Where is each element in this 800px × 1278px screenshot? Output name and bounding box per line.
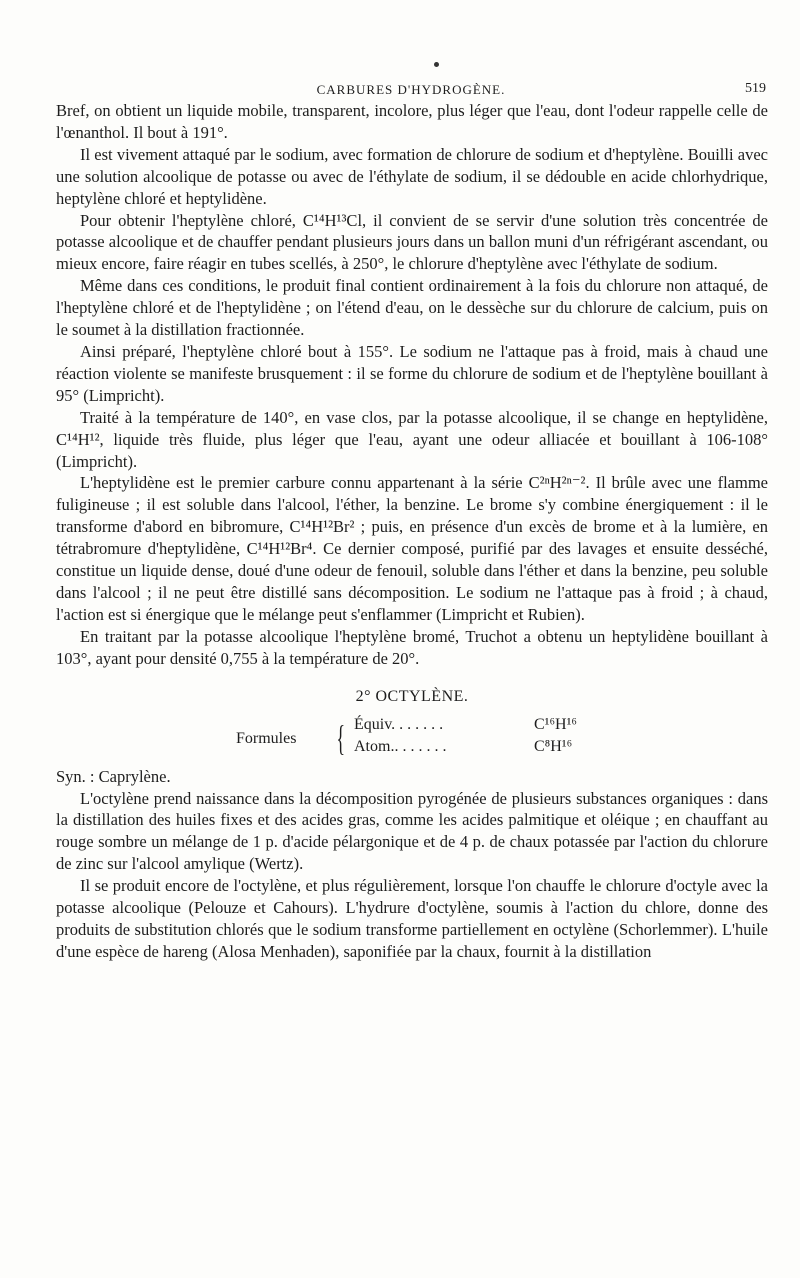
paragraph: Il est vivement attaqué par le sodium, avec formation de chlorure de sodium et d'heptylène. Bouilli avec une solution alcoolique de potasse ou avec de l'éthylate de sodium, il se dédouble en acide chlorhydrique, heptylène chloré et heptylidène. (56, 144, 768, 208)
formulas-label: Formules (236, 729, 297, 747)
paragraph: Ainsi préparé, l'heptylène chloré bout à 155°. Le sodium ne l'attaque pas à froid, mais à chaud une réaction violente se manifeste brusquement : il se forme du chlorure de sodium et de l'heptylène bouillant à 95° (Limpricht). (56, 341, 768, 405)
paragraph: Bref, on obtient un liquide mobile, transparent, incolore, plus léger que l'eau, dont l'odeur rappelle celle de l'œnanthol. Il bout à 191°. (56, 101, 768, 142)
formulas-block (236, 716, 768, 764)
paragraph: En traitant par la potasse alcoolique l'heptylène bromé, Truchot a obtenu un heptylidène bouillant à 103°, ayant pour densité 0,755 à la température de 20°. (56, 626, 768, 668)
paragraph: Pour obtenir l'heptylène chloré, C¹⁴H¹³Cl, il convient de se servir d'une solution très concentrée de potasse alcoolique et de chauffer pendant plusieurs jours dans un ballon muni d'un réfrigérant ascendant, ou mieux encore, faire réagir en tubes scellés, à 250°, le chlorure d'heptylène avec l'éthylate de sodium. (56, 210, 768, 274)
formula-row-label: Atom.. . . . . . . (354, 737, 447, 755)
paragraph: Il se produit encore de l'octylène, et plus régulièrement, lorsque l'on chauffe le chlorure d'octyle avec la potasse alcoolique (Pelouze et Cahours). L'hydrure d'octylène, soumis à l'action du chlore, donne des produits de substitution chlorés que le sodium transforme partiellement en octylène (Schorlemmer). L'huile d'une espèce de hareng (Alosa Menhaden), saponifiée par la chaux, fournit à la distillation (56, 876, 768, 961)
synonym-line: Syn. : Caprylène. (56, 766, 171, 786)
paragraph: L'octylène prend naissance dans la décomposition pyrogénée de plusieurs substances organiques : dans la distillation des huiles fixes et des acides gras, comme les acides palmitique et oléique ; en chauffant au rouge sombre un mélange de 1 p. d'acide pélargonique et de 4 p. de chaux potassée par l'action du chlorure de zinc sur l'alcool amylique (Wertz). (56, 788, 768, 874)
page-header (50, 78, 772, 102)
formula-row-label: Équiv. . . . . . . (354, 715, 444, 733)
formula-value: C¹⁶H¹⁶ (534, 715, 577, 733)
formula-value: C⁸H¹⁶ (534, 737, 573, 755)
brace: { (336, 717, 345, 758)
section-title: 2° OCTYLÈNE. (355, 687, 469, 705)
paragraph: Même dans ces conditions, le produit final contient ordinairement à la fois du chlorure non attaqué, de l'heptylène chloré et de l'heptylidène ; on l'étend d'eau, on le dessèche sur du chlorure de calcium, puis on le soumet à la distillation fractionnée. (56, 276, 768, 340)
page-body (56, 100, 768, 963)
running-title: CARBURES D'HYDROGÈNE. (316, 82, 506, 97)
print-mark (434, 62, 439, 67)
paragraph: L'heptylidène est le premier carbure connu appartenant à la série C²ⁿH²ⁿ⁻². Il brûle avec une flamme fuligineuse ; il est soluble dans l'alcool, l'éther, la benzine. Le brome s'y combine énergiquement : il le transforme d'abord en bibromure, C¹⁴H¹²Br² ; puis, en présence d'un excès de brome et à la lumière, en tétrabromure d'heptylidène, C¹⁴H¹²Br⁴. Ce dernier composé, purifié par des lavages et ensuite desséché, constitue un liquide dense, doué d'une odeur de fenouil, soluble dans l'éther et dans la benzine, peu soluble dans l'alcool ; il ne peut être distillé sans décomposition. Le sodium ne l'attaque pas à froid ; à chaud, l'action est si énergique que le mélange peut s'enflammer (Limpricht et Rubien). (56, 473, 768, 624)
paragraph: Traité à la température de 140°, en vase clos, par la potasse alcoolique, il se change en heptylidène, C¹⁴H¹², liquide très fluide, plus léger que l'eau, ayant une odeur alliacée et bouillant à 106-108° (Limpricht). (56, 407, 768, 471)
page-number: 519 (745, 81, 766, 96)
